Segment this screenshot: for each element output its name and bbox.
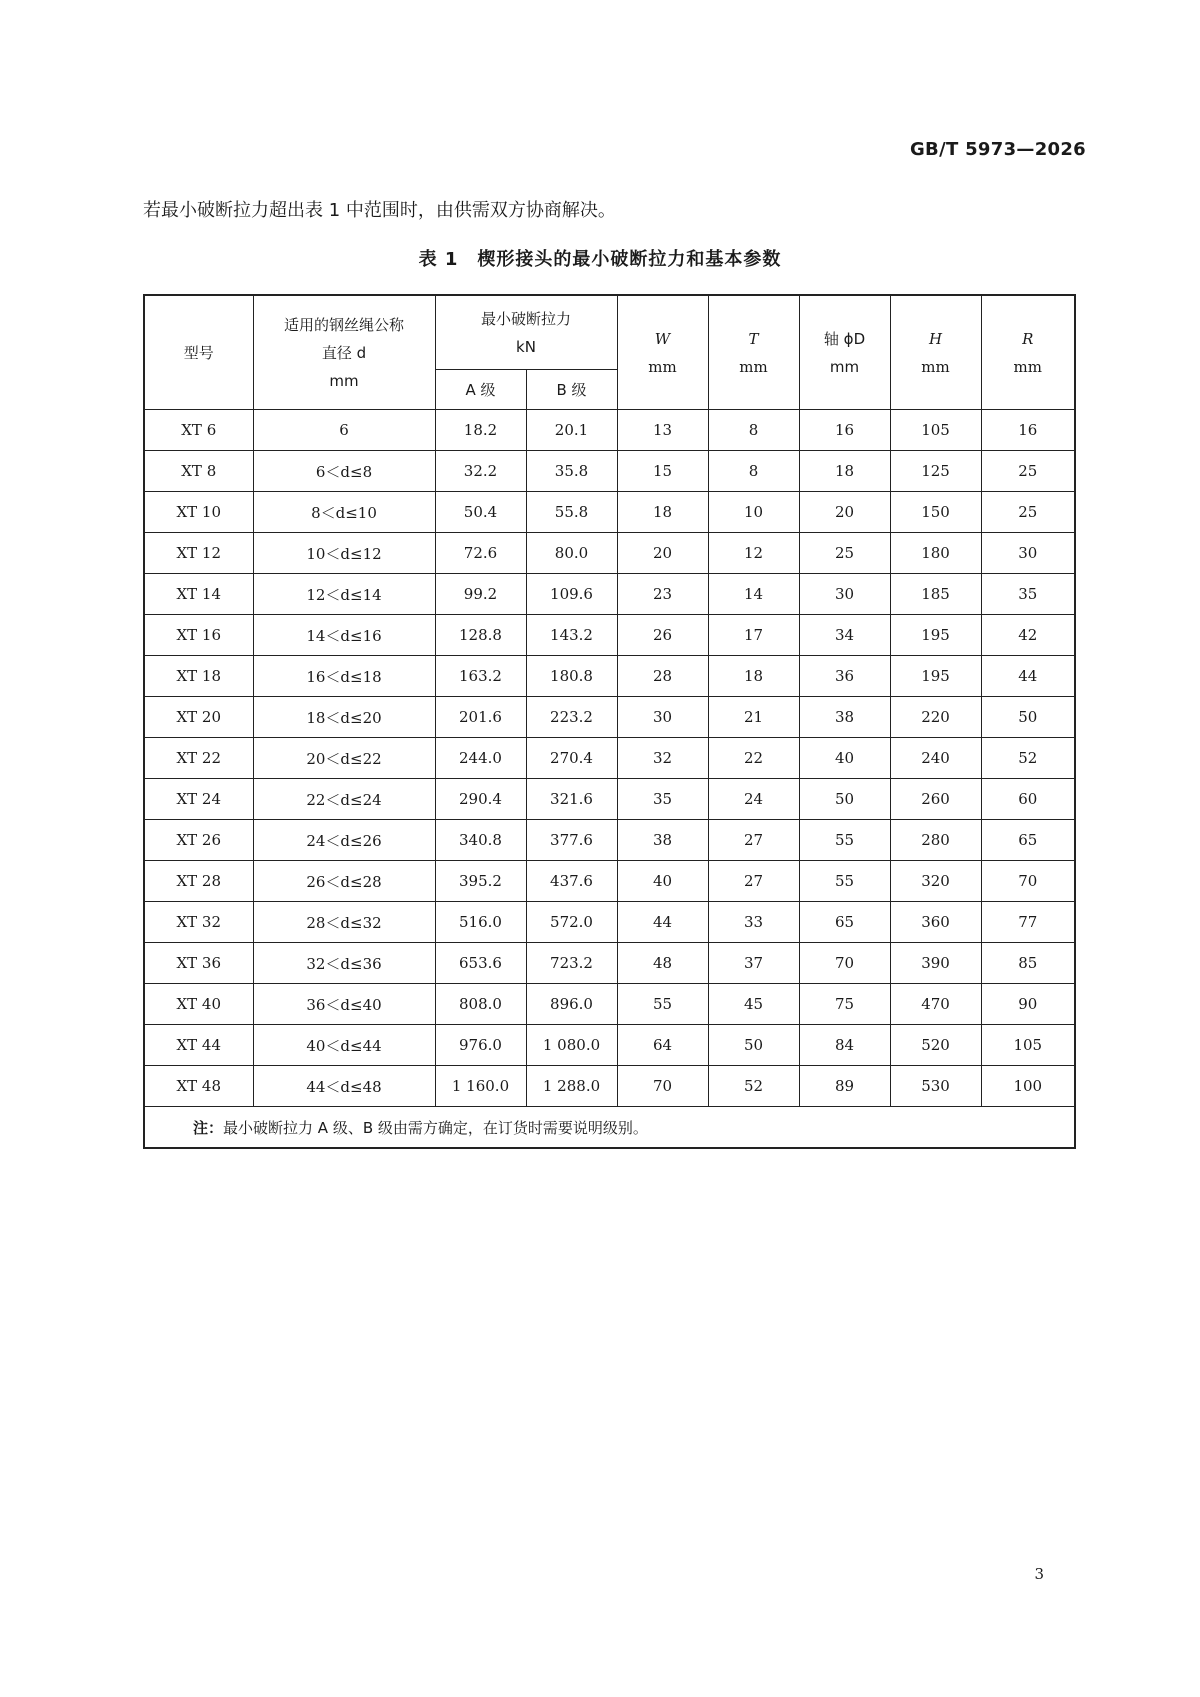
table-cell: 195 bbox=[890, 656, 981, 697]
table-row bbox=[144, 779, 1075, 820]
table-cell: 52 bbox=[708, 1066, 799, 1107]
header-r bbox=[981, 295, 1075, 410]
table-cell: 90 bbox=[981, 984, 1075, 1025]
table-cell: 128.8 bbox=[435, 615, 526, 656]
table-cell: 223.2 bbox=[526, 697, 617, 738]
table-row bbox=[144, 574, 1075, 615]
table-note bbox=[144, 1107, 1075, 1149]
table-cell: XT 22 bbox=[144, 738, 253, 779]
table-row bbox=[144, 451, 1075, 492]
table-cell: 240 bbox=[890, 738, 981, 779]
table-row bbox=[144, 902, 1075, 943]
table-cell: 40 bbox=[799, 738, 890, 779]
table-cell: 60 bbox=[981, 779, 1075, 820]
table-cell: 32＜d≤36 bbox=[253, 943, 435, 984]
table-cell: 23 bbox=[617, 574, 708, 615]
table-cell: 10 bbox=[708, 492, 799, 533]
table-row bbox=[144, 697, 1075, 738]
table-cell: 70 bbox=[617, 1066, 708, 1107]
table-cell: 377.6 bbox=[526, 820, 617, 861]
header-axis-d-unit: mm bbox=[829, 357, 860, 376]
table-cell: 280 bbox=[890, 820, 981, 861]
table-cell: 30 bbox=[799, 574, 890, 615]
table-cell: 18.2 bbox=[435, 410, 526, 451]
table-cell: 35 bbox=[617, 779, 708, 820]
table-cell: 10＜d≤12 bbox=[253, 533, 435, 574]
table-cell: 1 288.0 bbox=[526, 1066, 617, 1107]
table-cell: 220 bbox=[890, 697, 981, 738]
header-axis-d-symbol: 轴 ϕD bbox=[823, 329, 866, 348]
table-cell: 320 bbox=[890, 861, 981, 902]
table-caption: 表 1 楔形接头的最小破断拉力和基本参数 bbox=[418, 249, 782, 270]
table-cell: 30 bbox=[617, 697, 708, 738]
table-row bbox=[144, 820, 1075, 861]
table-cell: 65 bbox=[981, 820, 1075, 861]
table-cell: 125 bbox=[890, 451, 981, 492]
table-cell: 26 bbox=[617, 615, 708, 656]
table-cell: 8 bbox=[708, 410, 799, 451]
table-cell: 260 bbox=[890, 779, 981, 820]
table-cell: 105 bbox=[890, 410, 981, 451]
table-cell: 50.4 bbox=[435, 492, 526, 533]
table-cell: 24＜d≤26 bbox=[253, 820, 435, 861]
header-r-symbol: R bbox=[1022, 329, 1034, 348]
table-cell: 52 bbox=[981, 738, 1075, 779]
table-cell: 55 bbox=[799, 820, 890, 861]
table-cell: 44 bbox=[981, 656, 1075, 697]
table-cell: 80.0 bbox=[526, 533, 617, 574]
table-cell: 516.0 bbox=[435, 902, 526, 943]
table-cell: 85 bbox=[981, 943, 1075, 984]
table-cell: 32.2 bbox=[435, 451, 526, 492]
table-cell: XT 24 bbox=[144, 779, 253, 820]
table-cell: 35.8 bbox=[526, 451, 617, 492]
table-cell: 896.0 bbox=[526, 984, 617, 1025]
table-cell: 530 bbox=[890, 1066, 981, 1107]
table-cell: 48 bbox=[617, 943, 708, 984]
table-row bbox=[144, 738, 1075, 779]
table-cell: 25 bbox=[981, 492, 1075, 533]
table-cell: 72.6 bbox=[435, 533, 526, 574]
table-cell: 244.0 bbox=[435, 738, 526, 779]
table-cell: 70 bbox=[981, 861, 1075, 902]
table-cell: 40 bbox=[617, 861, 708, 902]
table-row bbox=[144, 861, 1075, 902]
header-diameter-line1: 适用的钢丝绳公称 bbox=[283, 315, 404, 334]
table-cell: 12 bbox=[708, 533, 799, 574]
table-cell: 17 bbox=[708, 615, 799, 656]
table-cell: 21 bbox=[708, 697, 799, 738]
table-cell: 18 bbox=[617, 492, 708, 533]
parameter-table bbox=[143, 294, 1076, 1149]
table-cell: XT 10 bbox=[144, 492, 253, 533]
table-cell: 28＜d≤32 bbox=[253, 902, 435, 943]
table-cell: 6＜d≤8 bbox=[253, 451, 435, 492]
table-cell: 13 bbox=[617, 410, 708, 451]
table-cell: 25 bbox=[799, 533, 890, 574]
table-cell: 38 bbox=[617, 820, 708, 861]
header-t-symbol: T bbox=[748, 329, 759, 348]
table-cell: 45 bbox=[708, 984, 799, 1025]
table-cell: 26＜d≤28 bbox=[253, 861, 435, 902]
table-cell: 20 bbox=[617, 533, 708, 574]
table-cell: 50 bbox=[981, 697, 1075, 738]
intro-paragraph: 若最小破断拉力超出表 1 中范围时，由供需双方协商解决。 bbox=[143, 200, 616, 221]
table-cell: 201.6 bbox=[435, 697, 526, 738]
table-row bbox=[144, 984, 1075, 1025]
table-body bbox=[144, 410, 1075, 1107]
header-t-unit: mm bbox=[739, 357, 768, 376]
table-cell: 195 bbox=[890, 615, 981, 656]
header-diameter bbox=[253, 295, 435, 410]
table-cell: 395.2 bbox=[435, 861, 526, 902]
header-axis-d bbox=[799, 295, 890, 410]
table-cell: 77 bbox=[981, 902, 1075, 943]
header-diameter-unit: mm bbox=[329, 371, 359, 390]
table-cell: 180.8 bbox=[526, 656, 617, 697]
table-cell: 22 bbox=[708, 738, 799, 779]
header-break-force-unit: kN bbox=[516, 337, 536, 356]
table-cell: 18 bbox=[708, 656, 799, 697]
table-cell: 99.2 bbox=[435, 574, 526, 615]
table-cell: 36＜d≤40 bbox=[253, 984, 435, 1025]
table-cell: XT 40 bbox=[144, 984, 253, 1025]
table-cell: XT 16 bbox=[144, 615, 253, 656]
table-cell: 38 bbox=[799, 697, 890, 738]
table-row bbox=[144, 492, 1075, 533]
table-cell: 18＜d≤20 bbox=[253, 697, 435, 738]
header-grade-a: A 级 bbox=[435, 370, 526, 410]
table-cell: 16 bbox=[981, 410, 1075, 451]
table-cell: 24 bbox=[708, 779, 799, 820]
table-cell: 270.4 bbox=[526, 738, 617, 779]
table-cell: 437.6 bbox=[526, 861, 617, 902]
note-text: 最小破断拉力 A 级、B 级由需方确定，在订货时需要说明级别。 bbox=[223, 1118, 648, 1137]
table-cell: 360 bbox=[890, 902, 981, 943]
table-cell: XT 26 bbox=[144, 820, 253, 861]
table-cell: XT 44 bbox=[144, 1025, 253, 1066]
header-diameter-line2: 直径 d bbox=[321, 343, 367, 362]
table-cell: 20＜d≤22 bbox=[253, 738, 435, 779]
table-cell: XT 32 bbox=[144, 902, 253, 943]
table-cell: XT 20 bbox=[144, 697, 253, 738]
table-cell: 84 bbox=[799, 1025, 890, 1066]
table-cell: 12＜d≤14 bbox=[253, 574, 435, 615]
table-cell: 185 bbox=[890, 574, 981, 615]
table-cell: 65 bbox=[799, 902, 890, 943]
table-cell: 37 bbox=[708, 943, 799, 984]
table-cell: 42 bbox=[981, 615, 1075, 656]
table-cell: XT 28 bbox=[144, 861, 253, 902]
table-cell: 14 bbox=[708, 574, 799, 615]
table-cell: 723.2 bbox=[526, 943, 617, 984]
table-cell: 18 bbox=[799, 451, 890, 492]
table-cell: 20.1 bbox=[526, 410, 617, 451]
table-cell: 321.6 bbox=[526, 779, 617, 820]
table-cell: 20 bbox=[799, 492, 890, 533]
table-row bbox=[144, 943, 1075, 984]
table-row bbox=[144, 1025, 1075, 1066]
table-cell: 22＜d≤24 bbox=[253, 779, 435, 820]
table-cell: 35 bbox=[981, 574, 1075, 615]
header-break-force bbox=[435, 295, 617, 370]
header-h-unit: mm bbox=[921, 357, 950, 376]
table-cell: 1 080.0 bbox=[526, 1025, 617, 1066]
table-cell: XT 12 bbox=[144, 533, 253, 574]
table-cell: XT 14 bbox=[144, 574, 253, 615]
table-cell: 143.2 bbox=[526, 615, 617, 656]
table-cell: 390 bbox=[890, 943, 981, 984]
header-r-unit: mm bbox=[1013, 357, 1042, 376]
table-cell: 27 bbox=[708, 861, 799, 902]
table-row bbox=[144, 656, 1075, 697]
table-cell: 75 bbox=[799, 984, 890, 1025]
table-cell: 163.2 bbox=[435, 656, 526, 697]
table-cell: 470 bbox=[890, 984, 981, 1025]
note-label: 注： bbox=[193, 1118, 224, 1137]
table-cell: 27 bbox=[708, 820, 799, 861]
header-t bbox=[708, 295, 799, 410]
header-break-force-label: 最小破断拉力 bbox=[481, 309, 572, 328]
header-model: 型号 bbox=[144, 295, 253, 410]
header-h bbox=[890, 295, 981, 410]
table-cell: 36 bbox=[799, 656, 890, 697]
table-cell: 572.0 bbox=[526, 902, 617, 943]
table-cell: 15 bbox=[617, 451, 708, 492]
header-grade-b: B 级 bbox=[526, 370, 617, 410]
table-cell: 16＜d≤18 bbox=[253, 656, 435, 697]
table-cell: 34 bbox=[799, 615, 890, 656]
table-cell: 44 bbox=[617, 902, 708, 943]
table-cell: 6 bbox=[253, 410, 435, 451]
table-cell: 100 bbox=[981, 1066, 1075, 1107]
table-cell: 33 bbox=[708, 902, 799, 943]
table-cell: 64 bbox=[617, 1025, 708, 1066]
table-cell: XT 6 bbox=[144, 410, 253, 451]
header-w-symbol: W bbox=[654, 329, 671, 348]
table-row bbox=[144, 1066, 1075, 1107]
table-cell: 340.8 bbox=[435, 820, 526, 861]
table-cell: 40＜d≤44 bbox=[253, 1025, 435, 1066]
table-cell: 30 bbox=[981, 533, 1075, 574]
table-cell: 653.6 bbox=[435, 943, 526, 984]
table-cell: 55 bbox=[617, 984, 708, 1025]
table-cell: 290.4 bbox=[435, 779, 526, 820]
header-w bbox=[617, 295, 708, 410]
table-row bbox=[144, 615, 1075, 656]
table-row bbox=[144, 533, 1075, 574]
table-cell: 32 bbox=[617, 738, 708, 779]
table-cell: 105 bbox=[981, 1025, 1075, 1066]
table-cell: 976.0 bbox=[435, 1025, 526, 1066]
table-cell: 89 bbox=[799, 1066, 890, 1107]
table-cell: 70 bbox=[799, 943, 890, 984]
table-cell: 150 bbox=[890, 492, 981, 533]
table-cell: 25 bbox=[981, 451, 1075, 492]
table-cell: 16 bbox=[799, 410, 890, 451]
table-cell: 8＜d≤10 bbox=[253, 492, 435, 533]
table-cell: 808.0 bbox=[435, 984, 526, 1025]
header-h-symbol: H bbox=[928, 329, 943, 348]
table-row bbox=[144, 410, 1075, 451]
header-w-unit: mm bbox=[648, 357, 677, 376]
table-cell: 55.8 bbox=[526, 492, 617, 533]
page-number: 3 bbox=[1034, 1565, 1044, 1583]
table-cell: XT 8 bbox=[144, 451, 253, 492]
table-cell: 44＜d≤48 bbox=[253, 1066, 435, 1107]
table-cell: 8 bbox=[708, 451, 799, 492]
table-cell: 180 bbox=[890, 533, 981, 574]
table-cell: XT 36 bbox=[144, 943, 253, 984]
table-cell: 1 160.0 bbox=[435, 1066, 526, 1107]
table-cell: 520 bbox=[890, 1025, 981, 1066]
table-cell: 50 bbox=[799, 779, 890, 820]
table-cell: 50 bbox=[708, 1025, 799, 1066]
standard-code: GB/T 5973—2026 bbox=[909, 139, 1086, 160]
table-cell: 14＜d≤16 bbox=[253, 615, 435, 656]
table-cell: XT 48 bbox=[144, 1066, 253, 1107]
table-cell: 55 bbox=[799, 861, 890, 902]
table-cell: XT 18 bbox=[144, 656, 253, 697]
table-cell: 109.6 bbox=[526, 574, 617, 615]
table-cell: 28 bbox=[617, 656, 708, 697]
